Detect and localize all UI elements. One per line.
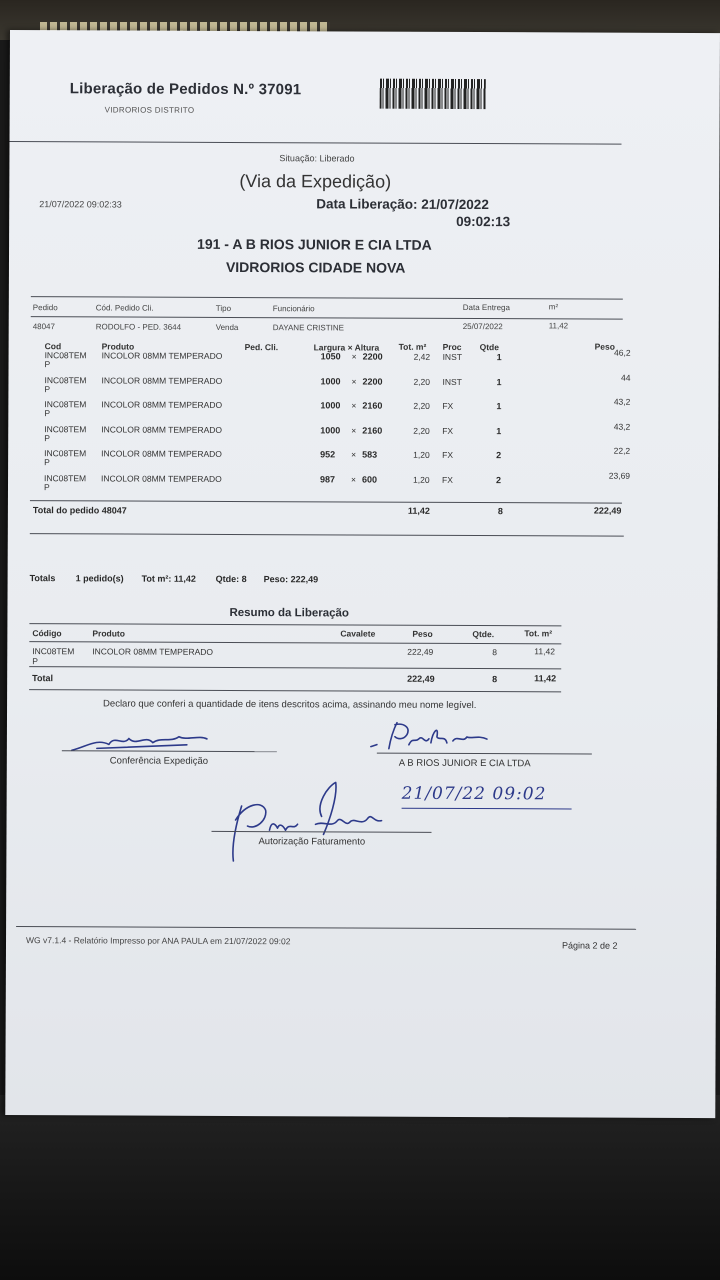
footer-divider [16, 926, 636, 930]
client-signature [367, 717, 517, 754]
item-produto: INCOLOR 08MM TEMPERADO [101, 399, 223, 410]
resumo-col-produto: Produto [92, 628, 125, 639]
client-store: VIDRORIOS CIDADE NOVA [225, 258, 406, 276]
item-cod2: P [44, 432, 50, 443]
footer-printed-by: WG v7.1.4 - Relatório Impresso por ANA PAULA em 21/07/2022 09:02 [26, 935, 291, 947]
item-altura: 600 [362, 474, 378, 485]
client-line [377, 753, 592, 755]
col-dims: Largura × Altura [313, 342, 380, 353]
totals-label: Totals [29, 573, 56, 584]
document-subtitle: VIDRORIOS DISTRITO [104, 105, 195, 115]
header-divider [10, 141, 622, 145]
col-produto: Produto [101, 341, 135, 352]
item-peso: 43,2 [613, 396, 631, 407]
col-tot-m2: Tot. m² [398, 341, 427, 352]
label-funcionario: Funcionário [272, 304, 315, 314]
background-bottom [0, 1095, 720, 1280]
item-produto: INCOLOR 08MM TEMPERADO [101, 423, 223, 435]
item-largura: 987 [320, 473, 336, 484]
item-m2: 1,20 [413, 449, 430, 460]
item-produto: INCOLOR 08MM TEMPERADO [101, 374, 223, 386]
item-altura: 583 [362, 449, 378, 460]
item-produto: INCOLOR 08MM TEMPERADO [101, 472, 222, 484]
conferencia-signature [67, 726, 217, 757]
client-label: A B RIOS JUNIOR E CIA LTDA [398, 757, 531, 770]
resumo-row-peso: 222,49 [407, 646, 434, 657]
label-pedido: Pedido [32, 303, 58, 313]
handwritten-date: 21/07/22 09:02 [401, 783, 547, 805]
conferencia-label: Conferência Expedição [109, 755, 209, 767]
resumo-row-divider [29, 666, 561, 669]
item-proc: INST [442, 351, 462, 362]
item-produto: INCOLOR 08MM TEMPERADO [101, 448, 222, 459]
via-label: (Via da Expedição) [239, 171, 392, 192]
footer-page-number: Página 2 de 2 [561, 940, 618, 951]
item-proc: FX [442, 425, 454, 436]
item-largura: 1050 [320, 351, 341, 362]
declaration-text: Declaro que conferi a quantidade de itens descritos acima, assinando meu nome legível. [103, 698, 477, 712]
total-pedido-qtde: 8 [497, 506, 503, 517]
item-qtde: 2 [496, 474, 502, 485]
item-peso: 23,69 [608, 470, 631, 481]
col-proc: Proc [442, 341, 462, 352]
items-total-divider [30, 500, 622, 504]
value-m2: 11,42 [548, 321, 569, 331]
resumo-col-tot-m2: Tot. m² [524, 628, 553, 639]
resumo-row-codigo-suffix: P [32, 656, 38, 667]
item-cod: INC08TEM [44, 472, 87, 483]
item-m2: 2,20 [413, 400, 430, 411]
item-qtde: 1 [496, 425, 502, 436]
item-altura: 2200 [362, 351, 383, 362]
data-liberacao: Data Liberação: 21/07/2022 [316, 196, 489, 213]
item-altura: 2160 [362, 400, 383, 411]
resumo-row-qtde: 8 [492, 647, 498, 658]
item-m2: 2,20 [413, 376, 431, 387]
item-times: × [351, 400, 357, 411]
order-header-divider [31, 316, 623, 320]
label-m2: m² [548, 302, 559, 312]
item-largura: 1000 [320, 424, 341, 435]
item-cod: INC08TEM [44, 350, 87, 361]
resumo-total-qtde: 8 [492, 674, 498, 685]
item-cod: INC08TEM [44, 399, 87, 410]
print-timestamp: 21/07/2022 09:02:33 [39, 199, 122, 210]
handwritten-date-underline [402, 808, 572, 810]
item-produto: INCOLOR 08MM TEMPERADO [101, 350, 223, 361]
item-times: × [351, 449, 357, 460]
item-times: × [351, 375, 357, 387]
totals-m2: Tot m²: 11,42 [141, 573, 196, 584]
item-altura: 2200 [362, 376, 383, 387]
item-proc: FX [442, 474, 453, 485]
item-m2: 2,42 [413, 351, 431, 362]
item-peso: 22,2 [613, 445, 631, 456]
item-times: × [351, 473, 357, 485]
item-largura: 1000 [320, 400, 341, 411]
item-peso: 46,2 [614, 347, 631, 358]
value-funcionario: DAYANE CRISTINE [272, 323, 345, 333]
document-page [5, 30, 720, 1118]
item-cod2: P [43, 481, 50, 492]
item-qtde: 2 [496, 450, 502, 461]
resumo-total-peso: 222,49 [407, 673, 435, 684]
resumo-col-qtde: Qtde. [472, 629, 495, 640]
resumo-col-peso: Peso [412, 628, 433, 639]
resumo-header-divider [29, 641, 561, 644]
total-pedido-peso: 222,49 [593, 505, 622, 516]
item-cod2: P [44, 408, 51, 419]
col-ped-cli: Ped. Cli. [244, 342, 279, 353]
item-qtde: 1 [496, 352, 502, 363]
resumo-row-produto: INCOLOR 08MM TEMPERADO [92, 646, 214, 657]
item-qtde: 1 [496, 376, 502, 387]
autorizacao-signature [211, 776, 401, 867]
item-times: × [351, 424, 357, 436]
label-data-entrega: Data Entrega [462, 302, 510, 313]
autorizacao-label: Autorização Faturamento [258, 836, 366, 848]
item-peso: 43,2 [613, 421, 631, 432]
order-divider-top [31, 296, 623, 300]
barcode-icon [380, 79, 486, 109]
value-cod-pedido: RODOLFO - PED. 3644 [95, 322, 182, 332]
resumo-bottom-divider [29, 689, 561, 692]
value-tipo: Venda [215, 322, 239, 332]
items-bottom-divider [30, 533, 624, 537]
item-qtde: 1 [496, 401, 502, 412]
total-pedido-m2: 11,42 [407, 505, 430, 516]
status-situacao: Situação: Liberado [279, 153, 355, 164]
resumo-row-codigo: INC08TEM [32, 646, 75, 657]
item-cod: INC08TEM [44, 448, 87, 459]
value-pedido: 48047 [32, 322, 55, 332]
resumo-title: Resumo da Liberação [229, 606, 349, 620]
item-altura: 2160 [362, 425, 383, 436]
item-cod2: P [44, 383, 51, 394]
item-proc: FX [442, 449, 454, 460]
item-largura: 1000 [320, 375, 341, 386]
resumo-col-cavalete: Cavalete [340, 628, 376, 639]
item-m2: 1,20 [413, 474, 430, 485]
col-peso: Peso [594, 341, 615, 352]
item-cod: INC08TEM [44, 374, 87, 385]
client-name: 191 - A B RIOS JUNIOR E CIA LTDA [197, 235, 432, 253]
col-qtde: Qtde [479, 342, 500, 353]
resumo-col-codigo: Código [32, 628, 62, 639]
item-cod2: P [44, 457, 50, 468]
item-cod: INC08TEM [44, 423, 87, 434]
totals-pedidos: 1 pedido(s) [75, 573, 124, 584]
total-pedido-label: Total do pedido 48047 [32, 505, 127, 516]
resumo-total-label: Total [32, 673, 54, 684]
item-times: × [351, 351, 357, 362]
resumo-divider-top [29, 623, 561, 626]
value-data-entrega: 25/07/2022 [462, 321, 503, 332]
item-proc: FX [442, 400, 454, 411]
item-proc: INST [442, 376, 462, 387]
totals-qtde: Qtde: 8 [215, 573, 247, 585]
resumo-total-tot-m2: 11,42 [534, 673, 557, 684]
col-cod: Cod [44, 341, 62, 352]
hora-liberacao: 09:02:13 [456, 213, 511, 230]
item-largura: 952 [320, 449, 336, 460]
label-cod-pedido: Cód. Pedido Cli. [95, 303, 154, 313]
label-tipo: Tipo [215, 303, 232, 313]
item-cod2: P [44, 359, 51, 370]
document-title: Liberação de Pedidos N.º 37091 [69, 80, 302, 99]
resumo-row-tot-m2: 11,42 [534, 646, 555, 657]
totals-peso: Peso: 222,49 [263, 574, 319, 585]
item-peso: 44 [621, 372, 631, 383]
item-m2: 2,20 [413, 425, 430, 436]
